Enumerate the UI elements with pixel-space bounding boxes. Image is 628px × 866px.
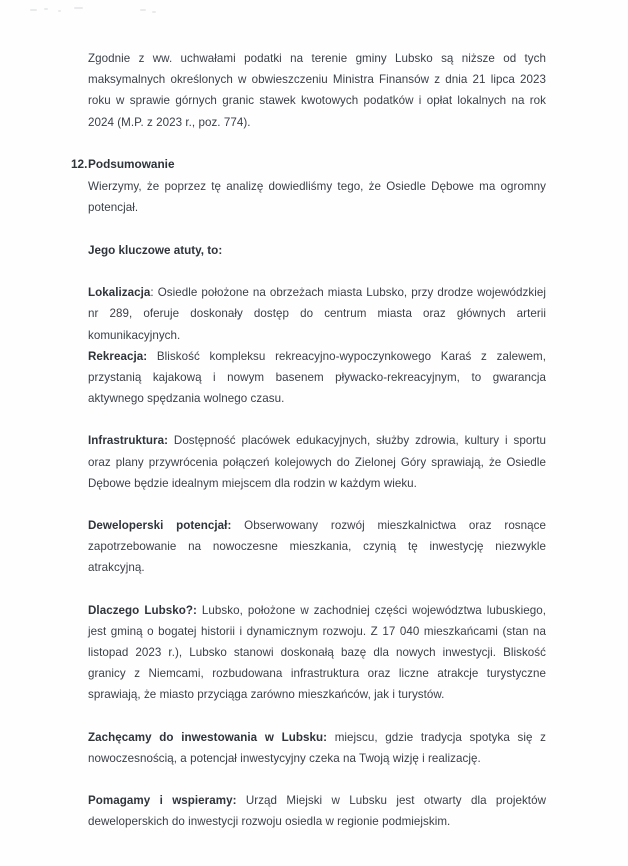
lead-in-zachecamy: Zachęcamy do inwestowania w Lubsku: xyxy=(88,730,328,744)
scan-smudge xyxy=(140,9,146,11)
paragraph-text: Obserwowany rozwój mieszkalnictwa oraz rosnące zapotrzebowanie na nowoczesne mieszkania, czynią tę inwestycję niezwykle atrakcyjną. xyxy=(88,519,546,575)
lead-separator: : xyxy=(150,286,158,300)
section-number: 12. xyxy=(71,156,88,171)
paragraph-infrastruktura xyxy=(88,430,546,494)
text-column xyxy=(71,48,547,832)
scan-smudge xyxy=(152,11,156,13)
scan-smudge xyxy=(30,9,37,11)
paragraph-text: Dostępność placówek edukacyjnych, służby zdrowia, kultury i sportu oraz plany przywrócenia połączeń kolejowych do Zielonej Góry sprawiają, że Osiedle Dębowe będzie idealnym miejscem dla rodzin w każdym wieku. xyxy=(88,434,546,490)
paragraph-summary-body: Wierzymy, że poprzez tę analizę dowiedliśmy tego, że Osiedle Dębowe ma ogromny potencjał. xyxy=(88,179,546,215)
subheading-key-assets: Jego kluczowe atuty, to: xyxy=(88,244,223,258)
paragraph-text: Urząd Miejski w Lubsku jest otwarty dla projektów deweloperskich do inwestycji rozwoju osiedla w regionie podmiejskim. xyxy=(88,794,546,829)
paragraph-lokalizacja xyxy=(88,282,546,346)
lead-in-lokalizacja: Lokalizacja xyxy=(88,286,151,300)
lead-separator xyxy=(237,794,246,807)
paragraph-text: Osiedle położone na obrzeżach miasta Lubsko, przy drodze wojewódzkiej nr 289, oferuje doskonały dostęp do centrum miasta oraz głównych arterii komunikacyjnych. xyxy=(88,286,546,342)
scan-smudge xyxy=(74,7,83,9)
lead-separator xyxy=(327,731,335,744)
paragraph-text: Lubsko, położone w zachodniej części województwa lubuskiego, jest gminą o bogatej historii i dynamicznym rozwoju. Z 17 040 mieszkańcami (stan na listopad 2023 r.), Lubsko stanowi doskonałą bazę dla nowych inwestycji. Bliskość granicy z Niemcami, rozbudowana infrastruktura oraz liczne atrakcje turystyczne sprawiają, że miasto przyciąga zarówno mieszkańców, jak i turystów. xyxy=(88,603,546,702)
lead-in-infrastruktura: Infrastruktura: xyxy=(88,434,168,448)
paragraph-text: miejscu, gdzie tradycja spotyka się z nowoczesnością, a potencjał inwestycyjny czeka na Twoją wizję i realizację. xyxy=(88,730,547,765)
lead-in-deweloperski-potencjal: Deweloperski potencjał: xyxy=(88,519,232,533)
lead-separator xyxy=(147,350,157,363)
lead-in-pomagamy: Pomagamy i wspieramy: xyxy=(88,794,237,808)
scan-smudge xyxy=(58,10,61,12)
paragraph-zachecamy-do-inwestowania xyxy=(88,727,546,769)
lead-in-rekreacja: Rekreacja: xyxy=(88,349,148,363)
paragraph-dlaczego-lubsko xyxy=(88,600,546,706)
paragraph-text: Bliskość kompleksu rekreacyjno-wypoczynkowego Karaś z zalewem, przystanią kajakową i nowym basenem pływacko-rekreacyjnym, to gwarancja aktywnego spędzania wolnego czasu. xyxy=(88,349,546,406)
paragraph-pomagamy-i-wspieramy xyxy=(88,790,546,832)
scan-artifacts xyxy=(0,0,628,26)
paragraph-deweloperski-potencjal xyxy=(88,515,546,579)
paragraph-rekreacja xyxy=(88,346,546,410)
scan-smudge xyxy=(44,8,48,10)
lead-in-dlaczego-lubsko: Dlaczego Lubsko?: xyxy=(88,603,197,617)
lead-separator xyxy=(231,519,244,532)
section-title: Podsumowanie xyxy=(88,156,175,171)
paragraph-intro-tax-rates: Zgodnie z ww. uchwałami podatki na terenie gminy Lubsko są niższe od tych maksymalnych określonych w obwieszczeniu Ministra Finansów z dnia 21 lipca 2023 roku w sprawie górnych granic stawek kwotowych podatków i opłat lokalnych na rok 2024 (M.P. z 2023 r., poz. 774). xyxy=(88,52,546,129)
section-heading-podsumowanie xyxy=(71,154,546,174)
